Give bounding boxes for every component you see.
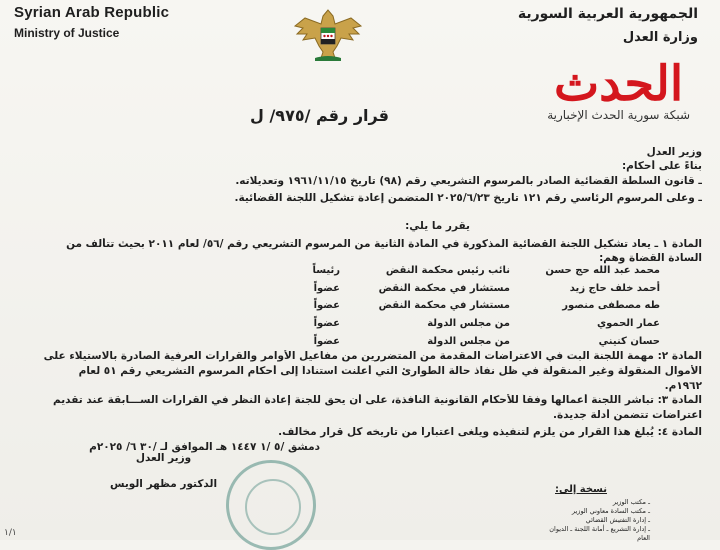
signature-title: وزير العدل bbox=[135, 452, 192, 464]
member-row bbox=[220, 315, 660, 333]
committee-members-list bbox=[220, 262, 660, 350]
ministry-name-en: Ministry of Justice bbox=[14, 26, 120, 40]
member-row bbox=[220, 280, 660, 298]
member-position: مستشار في محكمة النقض bbox=[378, 282, 510, 294]
minister-signature-block bbox=[110, 452, 217, 490]
article-4-line-1: المادة ٤: يُبلّغ هذا القرار من يلزم لتنفيذه ويلغى اعتباراً من تاريخه كل قرار مخالف. bbox=[278, 426, 702, 438]
member-role: عضواً bbox=[313, 300, 340, 312]
preamble-item-1: ـ قانون السلطة القضائية الصادر بالمرسوم التشريعي رقم (٩٨) تاريخ ١٩٦١/١١/١٥ وتعديلاته. bbox=[235, 175, 702, 187]
article-1-line-1: المادة ١ ـ يعاد تشكيل اللجنة القضائية المذكورة في المادة الثانية من المرسوم التشريعي رقم /٥٦/ لعام ٢٠١١ بحيث تتألف من bbox=[66, 238, 702, 250]
country-name-ar: الجمهورية العربية السورية bbox=[517, 6, 698, 22]
stamp-inner-ring bbox=[245, 479, 301, 535]
member-name: عمار الحموي bbox=[596, 318, 660, 330]
copy-to-item: ـ إدارة التفتيش القضائي bbox=[585, 516, 650, 524]
watermark-subtitle: شبكة سورية الحدث الإخبارية bbox=[547, 108, 690, 122]
member-row bbox=[220, 297, 660, 315]
watermark-logo: الحدث bbox=[553, 56, 684, 112]
member-position: من مجلس الدولة bbox=[427, 318, 510, 330]
preamble-minister: وزير العدل bbox=[646, 146, 702, 158]
member-name: حسان كنيني bbox=[598, 335, 660, 347]
copy-to-item: ـ مكتب السادة معاوني الوزير bbox=[571, 507, 650, 515]
member-role: عضواً bbox=[313, 282, 340, 294]
page-number: ١/١ bbox=[4, 528, 17, 538]
english-letterhead bbox=[14, 4, 169, 40]
article-3-line-2: اعتراضات تتضمن أدلة جديدة. bbox=[553, 409, 702, 421]
news-watermark bbox=[547, 58, 690, 122]
decides-heading: يقرر ما يلي: bbox=[405, 220, 470, 232]
copy-to-item: ـ إدارة التشريع ـ أمانة اللجنة ـ الديوان العام bbox=[549, 525, 650, 542]
member-position: نائب رئيس محكمة النقض bbox=[385, 265, 510, 277]
ministry-name-ar: وزارة العدل bbox=[622, 30, 698, 45]
copy-to-heading: نسخة إلى: bbox=[555, 484, 607, 495]
member-name: محمد عبد الله حج حسن bbox=[545, 265, 660, 277]
preamble-based-on: بناءً على أحكام: bbox=[621, 160, 702, 172]
member-row bbox=[220, 332, 660, 350]
member-role: عضواً bbox=[313, 335, 340, 347]
syrian-eagle-emblem-icon bbox=[293, 6, 363, 62]
member-row bbox=[220, 262, 660, 280]
copy-to-list bbox=[540, 498, 650, 543]
member-role: عضواً bbox=[313, 318, 340, 330]
copy-to-item: ـ مكتب الوزير bbox=[612, 498, 650, 506]
member-role: رئيساً bbox=[312, 265, 340, 277]
member-position: من مجلس الدولة bbox=[427, 335, 510, 347]
country-name-en: Syrian Arab Republic bbox=[14, 4, 170, 21]
signature-name: الدكتور مظهر الويس bbox=[110, 478, 218, 490]
official-stamp bbox=[226, 460, 316, 550]
article-2-line-1: المادة ٢: مهمة اللجنة البت في الاعتراضات المقدمة من المتضررين من مفاعيل الأوامر والقرارات العرفية الصادرة بالاستيلاء على bbox=[43, 350, 702, 362]
article-1-line-2: السادة القضاة وهم: bbox=[599, 252, 702, 264]
date-line: دمشق /٥ /١ ١٤٤٧ هـ الموافق لـ /٣٠ ٦/ ٢٠٢٥م bbox=[89, 441, 320, 453]
article-3-line-1: المادة ٣: تباشر اللجنة أعمالها وفقاً للأحكام القانونية النافذة، على أن يحق للجنة إعادة النظر في القرارات الســـابقة عند تقديم bbox=[53, 394, 702, 406]
member-name: أحمد خلف حاج زيد bbox=[569, 282, 660, 294]
article-2-line-2: الأموال المنقولة وغير المنقولة في ظل نفاذ حالة الطوارئ التي أعلنت استناداً إلى أحكام المرسوم التشريعي رقم ٥١ لعام bbox=[78, 365, 702, 377]
preamble-item-2: ـ وعلى المرسوم الرئاسي رقم ١٢١ تاريخ ٢٠٢٥/٦/٢٣ المتضمن إعادة تشكيل اللجنة القضائية. bbox=[234, 192, 702, 204]
member-name: طه مصطفى منصور bbox=[562, 300, 660, 312]
arabic-letterhead bbox=[518, 6, 698, 45]
article-2-line-3: ١٩٦٢م. bbox=[664, 380, 702, 392]
member-position: مستشار في محكمة النقض bbox=[378, 300, 510, 312]
decision-title: قرار رقم /٩٧٥/ ل bbox=[250, 106, 389, 125]
